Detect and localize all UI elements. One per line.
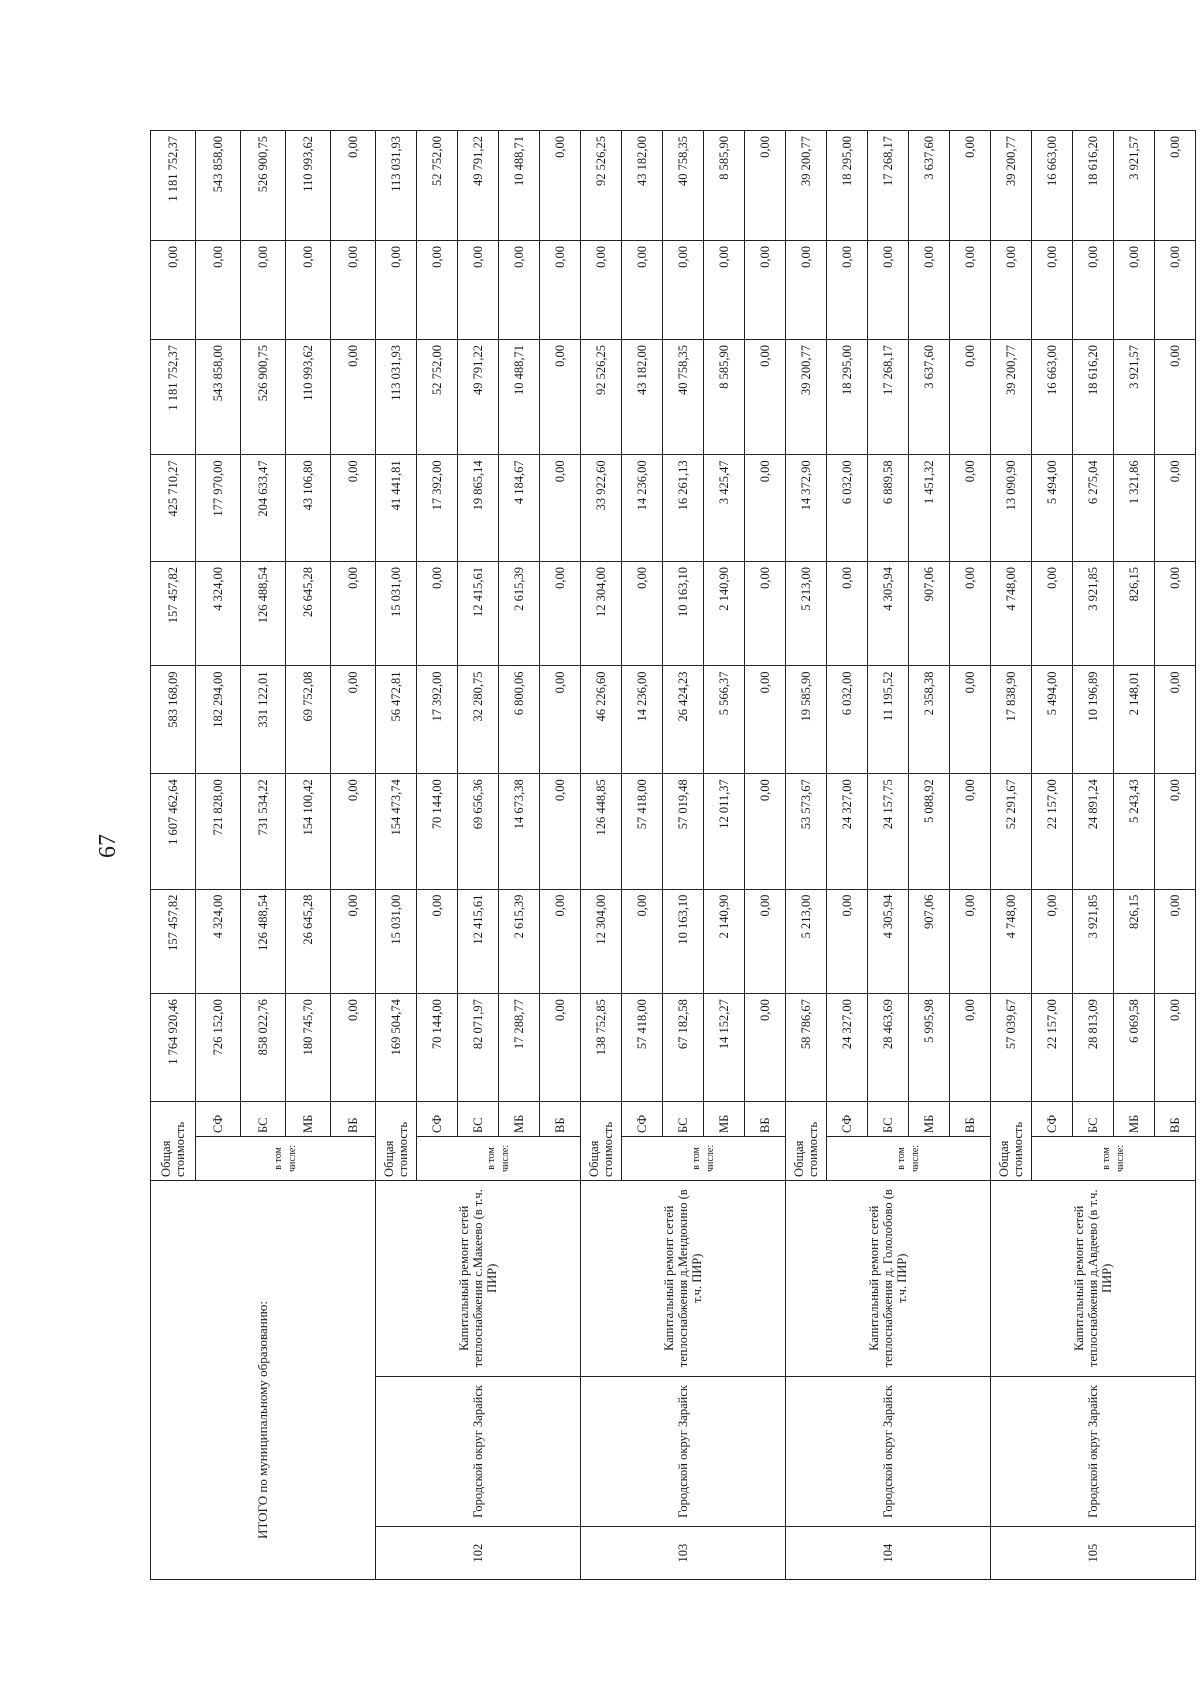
source-label: МБ xyxy=(704,1101,745,1136)
value-cell: 0,00 xyxy=(622,889,663,993)
entry-row xyxy=(376,131,417,1580)
value-cell: 46 226,60 xyxy=(581,666,622,774)
value-cell: 0,00 xyxy=(745,889,786,993)
value-cell: 110 993,62 xyxy=(286,131,331,241)
value-cell: 2 615,39 xyxy=(499,889,540,993)
value-cell: 180 745,70 xyxy=(286,994,331,1102)
value-cell: 826,15 xyxy=(1114,562,1155,666)
value-cell: 12 011,37 xyxy=(704,774,745,889)
value-cell: 3 921,85 xyxy=(1073,889,1114,993)
value-cell: 19 865,14 xyxy=(458,455,499,562)
value-cell: 0,00 xyxy=(458,241,499,340)
value-cell: 157 457,82 xyxy=(151,562,196,666)
value-cell: 41 441,81 xyxy=(376,455,417,562)
value-cell: 726 152,00 xyxy=(196,994,241,1102)
value-cell: 0,00 xyxy=(1155,889,1196,993)
value-cell: 0,00 xyxy=(663,241,704,340)
value-cell: 10 488,71 xyxy=(499,339,540,454)
value-cell: 0,00 xyxy=(827,889,868,993)
value-cell: 24 327,00 xyxy=(827,994,868,1102)
including-label: в том числе: xyxy=(827,1136,991,1180)
including-label: в том числе: xyxy=(1032,1136,1196,1180)
value-cell: 731 534,22 xyxy=(241,774,286,889)
value-cell: 126 488,54 xyxy=(241,889,286,993)
entry-municipality: Городской округ Зарайск xyxy=(991,1376,1196,1527)
value-cell: 177 970,00 xyxy=(196,455,241,562)
value-cell: 15 031,00 xyxy=(376,562,417,666)
value-cell: 92 526,25 xyxy=(581,131,622,241)
financing-table xyxy=(150,130,1196,1580)
value-cell: 138 752,85 xyxy=(581,994,622,1102)
value-cell: 154 473,74 xyxy=(376,774,417,889)
value-cell: 0,00 xyxy=(540,339,581,454)
total-row xyxy=(151,131,196,1580)
total-cost-label: Общая стоимость xyxy=(991,1101,1032,1180)
value-cell: 0,00 xyxy=(331,339,376,454)
value-cell: 70 144,00 xyxy=(417,994,458,1102)
value-cell: 4 184,67 xyxy=(499,455,540,562)
value-cell: 0,00 xyxy=(331,774,376,889)
value-cell: 0,00 xyxy=(1032,889,1073,993)
value-cell: 5 213,00 xyxy=(786,562,827,666)
value-cell: 49 791,22 xyxy=(458,131,499,241)
value-cell: 28 813,09 xyxy=(1073,994,1114,1102)
value-cell: 5 566,37 xyxy=(704,666,745,774)
value-cell: 0,00 xyxy=(745,666,786,774)
value-cell: 5 243,43 xyxy=(1114,774,1155,889)
value-cell: 907,06 xyxy=(909,889,950,993)
value-cell: 0,00 xyxy=(950,455,991,562)
value-cell: 17 392,00 xyxy=(417,666,458,774)
value-cell: 40 758,35 xyxy=(663,339,704,454)
value-cell: 92 526,25 xyxy=(581,339,622,454)
value-cell: 0,00 xyxy=(540,455,581,562)
source-label: БС xyxy=(1073,1101,1114,1136)
entry-object: Капитальный ремонт сетей теплоснабжения д.Мендюкино (в т.ч. ПИР) xyxy=(581,1180,786,1376)
value-cell: 33 922,60 xyxy=(581,455,622,562)
value-cell: 17 268,17 xyxy=(868,131,909,241)
value-cell: 0,00 xyxy=(581,241,622,340)
value-cell: 110 993,62 xyxy=(286,339,331,454)
source-label: БС xyxy=(241,1101,286,1136)
including-label: в том числе: xyxy=(196,1136,376,1180)
value-cell: 0,00 xyxy=(827,562,868,666)
source-label: СФ xyxy=(196,1101,241,1136)
entry-municipality: Городской округ Зарайск xyxy=(376,1376,581,1527)
source-label: БС xyxy=(663,1101,704,1136)
value-cell: 0,00 xyxy=(196,241,241,340)
value-cell: 10 163,10 xyxy=(663,889,704,993)
value-cell: 425 710,27 xyxy=(151,455,196,562)
value-cell: 67 182,58 xyxy=(663,994,704,1102)
source-label: МБ xyxy=(1114,1101,1155,1136)
value-cell: 0,00 xyxy=(704,241,745,340)
source-label: ВБ xyxy=(331,1101,376,1136)
value-cell: 11 195,52 xyxy=(868,666,909,774)
value-cell: 56 472,81 xyxy=(376,666,417,774)
value-cell: 0,00 xyxy=(1155,339,1196,454)
value-cell: 19 585,90 xyxy=(786,666,827,774)
including-label: в том числе: xyxy=(417,1136,581,1180)
value-cell: 70 144,00 xyxy=(417,774,458,889)
value-cell: 1 181 752,37 xyxy=(151,339,196,454)
value-cell: 6 275,04 xyxy=(1073,455,1114,562)
value-cell: 113 031,93 xyxy=(376,131,417,241)
value-cell: 32 280,75 xyxy=(458,666,499,774)
source-label: ВБ xyxy=(1155,1101,1196,1136)
value-cell: 43 182,00 xyxy=(622,339,663,454)
value-cell: 39 200,77 xyxy=(786,131,827,241)
value-cell: 18 616,20 xyxy=(1073,131,1114,241)
value-cell: 17 268,17 xyxy=(868,339,909,454)
value-cell: 12 304,00 xyxy=(581,562,622,666)
value-cell: 0,00 xyxy=(1155,131,1196,241)
entry-object: Капитальный ремонт сетей теплоснабжения д.Авдеево (в т.ч. ПИР) xyxy=(991,1180,1196,1376)
value-cell: 57 418,00 xyxy=(622,774,663,889)
value-cell: 10 488,71 xyxy=(499,131,540,241)
value-cell: 0,00 xyxy=(540,994,581,1102)
value-cell: 15 031,00 xyxy=(376,889,417,993)
source-label: МБ xyxy=(909,1101,950,1136)
value-cell: 0,00 xyxy=(1155,455,1196,562)
value-cell: 0,00 xyxy=(950,889,991,993)
value-cell: 69 752,08 xyxy=(286,666,331,774)
value-cell: 2 140,90 xyxy=(704,889,745,993)
including-label: в том числе: xyxy=(622,1136,786,1180)
value-cell: 0,00 xyxy=(151,241,196,340)
source-label: СФ xyxy=(827,1101,868,1136)
value-cell: 3 921,85 xyxy=(1073,562,1114,666)
value-cell: 28 463,69 xyxy=(868,994,909,1102)
source-label: МБ xyxy=(499,1101,540,1136)
value-cell: 57 418,00 xyxy=(622,994,663,1102)
value-cell: 12 415,61 xyxy=(458,562,499,666)
value-cell: 14 236,00 xyxy=(622,455,663,562)
value-cell: 40 758,35 xyxy=(663,131,704,241)
value-cell: 52 752,00 xyxy=(417,131,458,241)
value-cell: 17 392,00 xyxy=(417,455,458,562)
value-cell: 5 995,98 xyxy=(909,994,950,1102)
value-cell: 6 032,00 xyxy=(827,455,868,562)
value-cell: 53 573,67 xyxy=(786,774,827,889)
value-cell: 5 088,92 xyxy=(909,774,950,889)
value-cell: 82 071,97 xyxy=(458,994,499,1102)
value-cell: 0,00 xyxy=(376,241,417,340)
value-cell: 5 494,00 xyxy=(1032,666,1073,774)
value-cell: 0,00 xyxy=(241,241,286,340)
value-cell: 5 494,00 xyxy=(1032,455,1073,562)
value-cell: 182 294,00 xyxy=(196,666,241,774)
value-cell: 6 069,58 xyxy=(1114,994,1155,1102)
value-cell: 2 615,39 xyxy=(499,562,540,666)
value-cell: 4 305,94 xyxy=(868,889,909,993)
value-cell: 0,00 xyxy=(331,131,376,241)
source-label: БС xyxy=(458,1101,499,1136)
value-cell: 0,00 xyxy=(745,994,786,1102)
value-cell: 52 291,67 xyxy=(991,774,1032,889)
value-cell: 157 457,82 xyxy=(151,889,196,993)
value-cell: 1 181 752,37 xyxy=(151,131,196,241)
value-cell: 907,06 xyxy=(909,562,950,666)
value-cell: 0,00 xyxy=(417,562,458,666)
value-cell: 10 196,89 xyxy=(1073,666,1114,774)
value-cell: 14 372,90 xyxy=(786,455,827,562)
value-cell: 0,00 xyxy=(950,562,991,666)
value-cell: 14 673,38 xyxy=(499,774,540,889)
value-cell: 10 163,10 xyxy=(663,562,704,666)
value-cell: 0,00 xyxy=(1073,241,1114,340)
value-cell: 43 182,00 xyxy=(622,131,663,241)
value-cell: 721 828,00 xyxy=(196,774,241,889)
source-label: БС xyxy=(868,1101,909,1136)
value-cell: 0,00 xyxy=(540,562,581,666)
value-cell: 3 637,60 xyxy=(909,131,950,241)
value-cell: 154 100,42 xyxy=(286,774,331,889)
source-label: СФ xyxy=(1032,1101,1073,1136)
value-cell: 0,00 xyxy=(1114,241,1155,340)
value-cell: 3 425,47 xyxy=(704,455,745,562)
value-cell: 18 616,20 xyxy=(1073,339,1114,454)
value-cell: 204 633,47 xyxy=(241,455,286,562)
value-cell: 0,00 xyxy=(1155,774,1196,889)
value-cell: 6 889,58 xyxy=(868,455,909,562)
value-cell: 0,00 xyxy=(540,774,581,889)
entry-code: 102 xyxy=(376,1527,581,1580)
value-cell: 0,00 xyxy=(331,666,376,774)
value-cell: 1 607 462,64 xyxy=(151,774,196,889)
entry-row xyxy=(581,131,622,1580)
value-cell: 0,00 xyxy=(331,455,376,562)
value-cell: 0,00 xyxy=(745,455,786,562)
value-cell: 0,00 xyxy=(950,339,991,454)
value-cell: 0,00 xyxy=(1032,241,1073,340)
source-label: СФ xyxy=(417,1101,458,1136)
value-cell: 0,00 xyxy=(786,241,827,340)
value-cell: 14 152,27 xyxy=(704,994,745,1102)
value-cell: 0,00 xyxy=(1155,562,1196,666)
value-cell: 0,00 xyxy=(745,241,786,340)
value-cell: 0,00 xyxy=(331,241,376,340)
entry-code: 103 xyxy=(581,1527,786,1580)
entry-object: Капитальный ремонт сетей теплоснабжения д. Гололобово (в т.ч. ПИР) xyxy=(786,1180,991,1376)
source-label: ВБ xyxy=(745,1101,786,1136)
value-cell: 18 295,00 xyxy=(827,131,868,241)
entry-row xyxy=(786,131,827,1580)
value-cell: 0,00 xyxy=(331,889,376,993)
entry-row xyxy=(991,131,1032,1580)
total-cost-label: Общая стоимость xyxy=(786,1101,827,1180)
value-cell: 0,00 xyxy=(286,241,331,340)
value-cell: 24 157,75 xyxy=(868,774,909,889)
value-cell: 0,00 xyxy=(745,562,786,666)
total-cost-label: Общая стоимость xyxy=(151,1101,196,1180)
value-cell: 0,00 xyxy=(868,241,909,340)
value-cell: 69 656,36 xyxy=(458,774,499,889)
source-label: МБ xyxy=(286,1101,331,1136)
value-cell: 39 200,77 xyxy=(991,131,1032,241)
value-cell: 0,00 xyxy=(540,131,581,241)
value-cell: 0,00 xyxy=(540,889,581,993)
page-number: 67 xyxy=(95,834,121,858)
value-cell: 126 488,54 xyxy=(241,562,286,666)
value-cell: 22 157,00 xyxy=(1032,994,1073,1102)
value-cell: 0,00 xyxy=(827,241,868,340)
value-cell: 12 304,00 xyxy=(581,889,622,993)
value-cell: 16 261,13 xyxy=(663,455,704,562)
value-cell: 14 236,00 xyxy=(622,666,663,774)
value-cell: 4 324,00 xyxy=(196,889,241,993)
value-cell: 526 900,75 xyxy=(241,339,286,454)
value-cell: 0,00 xyxy=(540,241,581,340)
source-label: ВБ xyxy=(540,1101,581,1136)
value-cell: 1 451,32 xyxy=(909,455,950,562)
value-cell: 6 032,00 xyxy=(827,666,868,774)
value-cell: 5 213,00 xyxy=(786,889,827,993)
value-cell: 57 019,48 xyxy=(663,774,704,889)
rotated-table-wrapper xyxy=(150,130,1182,1580)
value-cell: 8 585,90 xyxy=(704,339,745,454)
value-cell: 4 748,00 xyxy=(991,889,1032,993)
value-cell: 13 090,90 xyxy=(991,455,1032,562)
value-cell: 26 645,28 xyxy=(286,562,331,666)
value-cell: 26 424,23 xyxy=(663,666,704,774)
value-cell: 331 122,01 xyxy=(241,666,286,774)
total-cost-label: Общая стоимость xyxy=(581,1101,622,1180)
value-cell: 543 858,00 xyxy=(196,339,241,454)
value-cell: 49 791,22 xyxy=(458,339,499,454)
value-cell: 17 838,90 xyxy=(991,666,1032,774)
value-cell: 0,00 xyxy=(745,339,786,454)
value-cell: 0,00 xyxy=(499,241,540,340)
value-cell: 39 200,77 xyxy=(786,339,827,454)
value-cell: 0,00 xyxy=(1155,241,1196,340)
value-cell: 8 585,90 xyxy=(704,131,745,241)
value-cell: 26 645,28 xyxy=(286,889,331,993)
value-cell: 4 324,00 xyxy=(196,562,241,666)
entry-object: Капитальный ремонт сетей теплоснабжения с.Макеево (в т.ч. ПИР) xyxy=(376,1180,581,1376)
value-cell: 22 157,00 xyxy=(1032,774,1073,889)
value-cell: 52 752,00 xyxy=(417,339,458,454)
total-label: ИТОГО по муниципальному образованию: xyxy=(151,1180,376,1579)
value-cell: 17 288,77 xyxy=(499,994,540,1102)
value-cell: 0,00 xyxy=(950,131,991,241)
value-cell: 0,00 xyxy=(331,994,376,1102)
entry-code: 105 xyxy=(991,1527,1196,1580)
value-cell: 4 748,00 xyxy=(991,562,1032,666)
value-cell: 0,00 xyxy=(745,131,786,241)
value-cell: 16 663,00 xyxy=(1032,131,1073,241)
value-cell: 113 031,93 xyxy=(376,339,417,454)
source-label: ВБ xyxy=(950,1101,991,1136)
value-cell: 43 106,80 xyxy=(286,455,331,562)
value-cell: 58 786,67 xyxy=(786,994,827,1102)
value-cell: 4 305,94 xyxy=(868,562,909,666)
value-cell: 2 148,01 xyxy=(1114,666,1155,774)
source-label: СФ xyxy=(622,1101,663,1136)
value-cell: 57 039,67 xyxy=(991,994,1032,1102)
value-cell: 18 295,00 xyxy=(827,339,868,454)
value-cell: 0,00 xyxy=(1155,994,1196,1102)
value-cell: 39 200,77 xyxy=(991,339,1032,454)
entry-code: 104 xyxy=(786,1527,991,1580)
value-cell: 3 921,57 xyxy=(1114,131,1155,241)
value-cell: 526 900,75 xyxy=(241,131,286,241)
value-cell: 0,00 xyxy=(417,889,458,993)
value-cell: 16 663,00 xyxy=(1032,339,1073,454)
value-cell: 12 415,61 xyxy=(458,889,499,993)
value-cell: 0,00 xyxy=(745,774,786,889)
value-cell: 0,00 xyxy=(950,666,991,774)
value-cell: 0,00 xyxy=(909,241,950,340)
total-cost-label: Общая стоимость xyxy=(376,1101,417,1180)
value-cell: 2 358,38 xyxy=(909,666,950,774)
value-cell: 0,00 xyxy=(331,562,376,666)
value-cell: 0,00 xyxy=(1155,666,1196,774)
value-cell: 126 448,85 xyxy=(581,774,622,889)
value-cell: 0,00 xyxy=(950,774,991,889)
value-cell: 0,00 xyxy=(950,241,991,340)
value-cell: 0,00 xyxy=(417,241,458,340)
value-cell: 6 800,06 xyxy=(499,666,540,774)
value-cell: 543 858,00 xyxy=(196,131,241,241)
value-cell: 858 022,76 xyxy=(241,994,286,1102)
value-cell: 2 140,90 xyxy=(704,562,745,666)
value-cell: 169 504,74 xyxy=(376,994,417,1102)
value-cell: 583 168,09 xyxy=(151,666,196,774)
value-cell: 1 321,86 xyxy=(1114,455,1155,562)
value-cell: 0,00 xyxy=(950,994,991,1102)
value-cell: 3 637,60 xyxy=(909,339,950,454)
value-cell: 24 327,00 xyxy=(827,774,868,889)
entry-municipality: Городской округ Зарайск xyxy=(581,1376,786,1527)
value-cell: 0,00 xyxy=(540,666,581,774)
value-cell: 1 764 920,46 xyxy=(151,994,196,1102)
entry-municipality: Городской округ Зарайск xyxy=(786,1376,991,1527)
value-cell: 826,15 xyxy=(1114,889,1155,993)
value-cell: 0,00 xyxy=(991,241,1032,340)
value-cell: 0,00 xyxy=(1032,562,1073,666)
value-cell: 0,00 xyxy=(622,562,663,666)
value-cell: 3 921,57 xyxy=(1114,339,1155,454)
value-cell: 0,00 xyxy=(622,241,663,340)
value-cell: 24 891,24 xyxy=(1073,774,1114,889)
